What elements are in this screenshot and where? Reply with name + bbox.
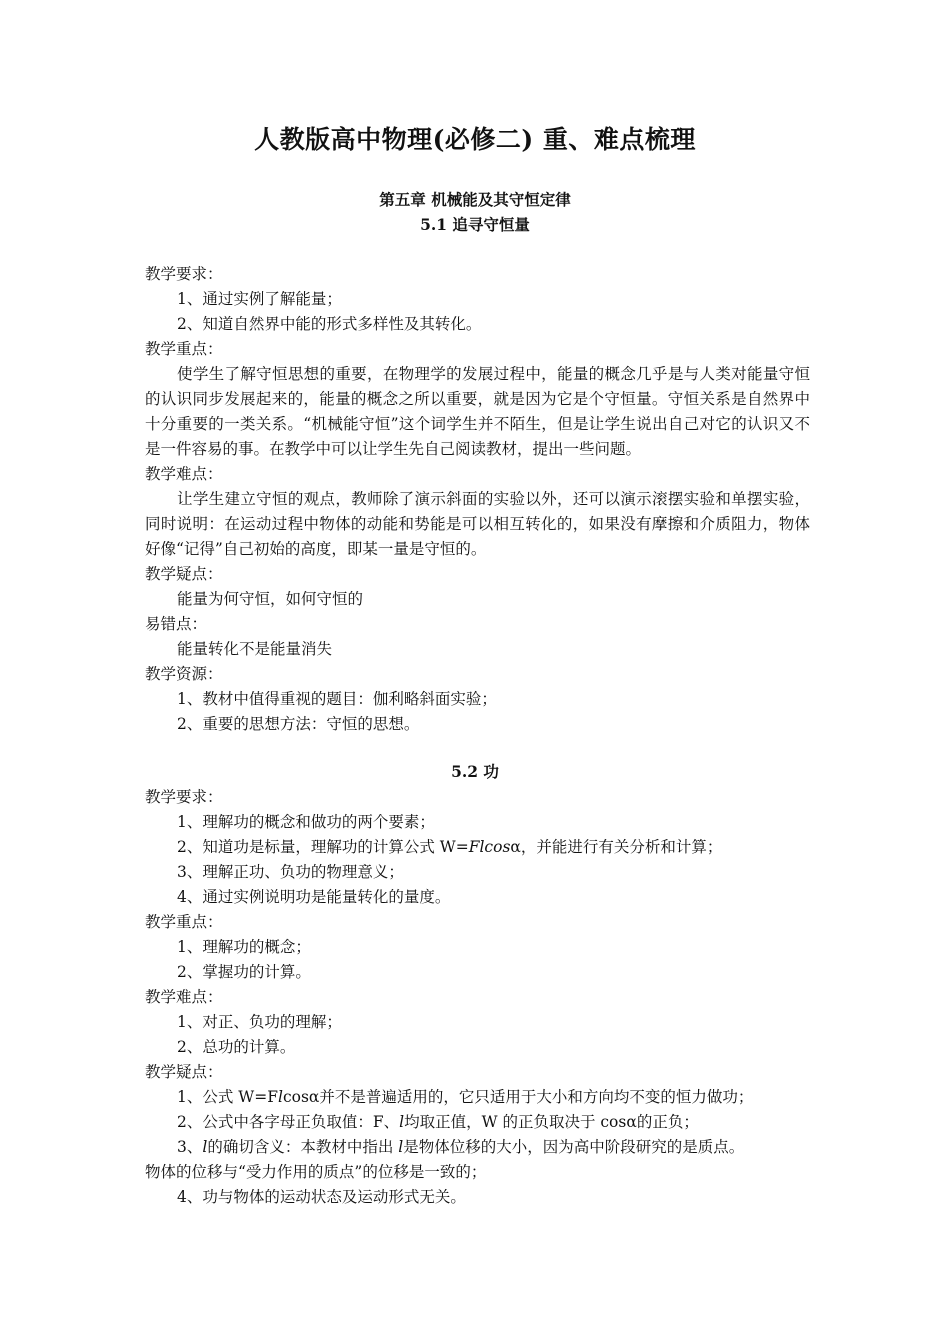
text-run: α，并能进行有关分析和计算； [510, 838, 723, 856]
doubts-label: 教学疑点： [145, 1063, 223, 1081]
section-5-1-body [145, 262, 810, 737]
text-run: 2、知道功是标量，理解功的计算公式 W= [177, 838, 469, 856]
difficulties-label: 教学难点： [145, 988, 223, 1006]
list-item: 1、理解功的概念； [177, 938, 311, 956]
list-item-continuation: 物体的位移与“受力作用的质点”的位移是一致的； [145, 1163, 487, 1181]
list-item: 4、功与物体的运动状态及运动形式无关。 [177, 1188, 466, 1206]
list-item: 1、通过实例了解能量； [177, 290, 342, 308]
key-points-paragraph: 使学生了解守恒思想的重要，在物理学的发展过程中，能量的概念几乎是与人类对能量守恒的认识同步发展起来的，能量的概念之所以重要，就是因为它是个守恒量。守恒关系是自然界中十分重要的一类关系。“机械能守恒”这个词学生并不陌生，但是让学生说出自己对它的认识又不是一件容易的事。在教学中可以让学生先自己阅读教材，提出一些问题。 [145, 365, 810, 458]
formula-italic: l [399, 1113, 405, 1131]
list-item [145, 835, 810, 860]
list-item: 能量为何守恒，如何守恒的 [177, 590, 364, 608]
list-item: 4、通过实例说明功是能量转化的量度。 [177, 888, 451, 906]
list-item: 2、总功的计算。 [177, 1038, 296, 1056]
section-5-2-body [145, 785, 810, 1210]
text-run: 2、公式中各字母正负取值：F、 [177, 1113, 400, 1131]
list-item: 2、掌握功的计算。 [177, 963, 311, 981]
list-item: 1、对正、负功的理解； [177, 1013, 342, 1031]
teaching-requirements-label: 教学要求： [145, 265, 223, 283]
section-5-1-heading: 5.1 追寻守恒量 [420, 215, 530, 234]
text-run: 的确切含义：本教材中指出 [207, 1138, 399, 1156]
list-item [145, 1110, 810, 1135]
key-points-label: 教学重点： [145, 913, 223, 931]
doubts-label: 教学疑点： [145, 565, 223, 583]
difficulties-label: 教学难点： [145, 465, 223, 483]
formula-italic: l [202, 1138, 208, 1156]
formula-italic: Flcos [468, 838, 511, 856]
list-item: 2、重要的思想方法：守恒的思想。 [177, 715, 420, 733]
key-points-label: 教学重点： [145, 340, 223, 358]
formula-italic: l [398, 1138, 404, 1156]
text-run: 1、公式 W=F [177, 1088, 278, 1106]
teaching-requirements-label: 教学要求： [145, 788, 223, 806]
text-run: cosα并不是普遍适用的，它只适用于大小和方向均不变的恒力做功； [282, 1088, 754, 1106]
list-item [145, 1085, 810, 1110]
list-item: 2、知道自然界中能的形式多样性及其转化。 [177, 315, 482, 333]
error-prone-label: 易错点： [145, 615, 208, 633]
list-item [145, 1135, 810, 1160]
list-item: 能量转化不是能量消失 [177, 640, 333, 658]
resources-label: 教学资源： [145, 665, 223, 683]
list-item: 1、教材中值得重视的题目：伽利略斜面实验； [177, 690, 497, 708]
list-item: 3、理解正功、负功的物理意义； [177, 863, 404, 881]
text-run: 是物体位移的大小，因为高中阶段研究的是质点。 [403, 1138, 745, 1156]
text-run: 3、 [177, 1138, 203, 1156]
section-5-2-heading: 5.2 功 [451, 762, 499, 781]
difficulties-paragraph: 让学生建立守恒的观点，教师除了演示斜面的实验以外，还可以演示滚摆实验和单摆实验，同时说明：在运动过程中物体的动能和势能是可以相互转化的，如果没有摩擦和介质阻力，物体好像“记得”自己初始的高度，即某一量是守恒的。 [145, 490, 810, 558]
text-run: 均取正值，W 的正负取决于 cosα的正负； [404, 1113, 699, 1131]
page-title: 人教版高中物理(必修二) 重、难点梳理 [254, 125, 696, 154]
chapter-title: 第五章 机械能及其守恒定律 [379, 190, 571, 209]
formula-italic: l [277, 1088, 283, 1106]
list-item: 1、理解功的概念和做功的两个要素； [177, 813, 435, 831]
